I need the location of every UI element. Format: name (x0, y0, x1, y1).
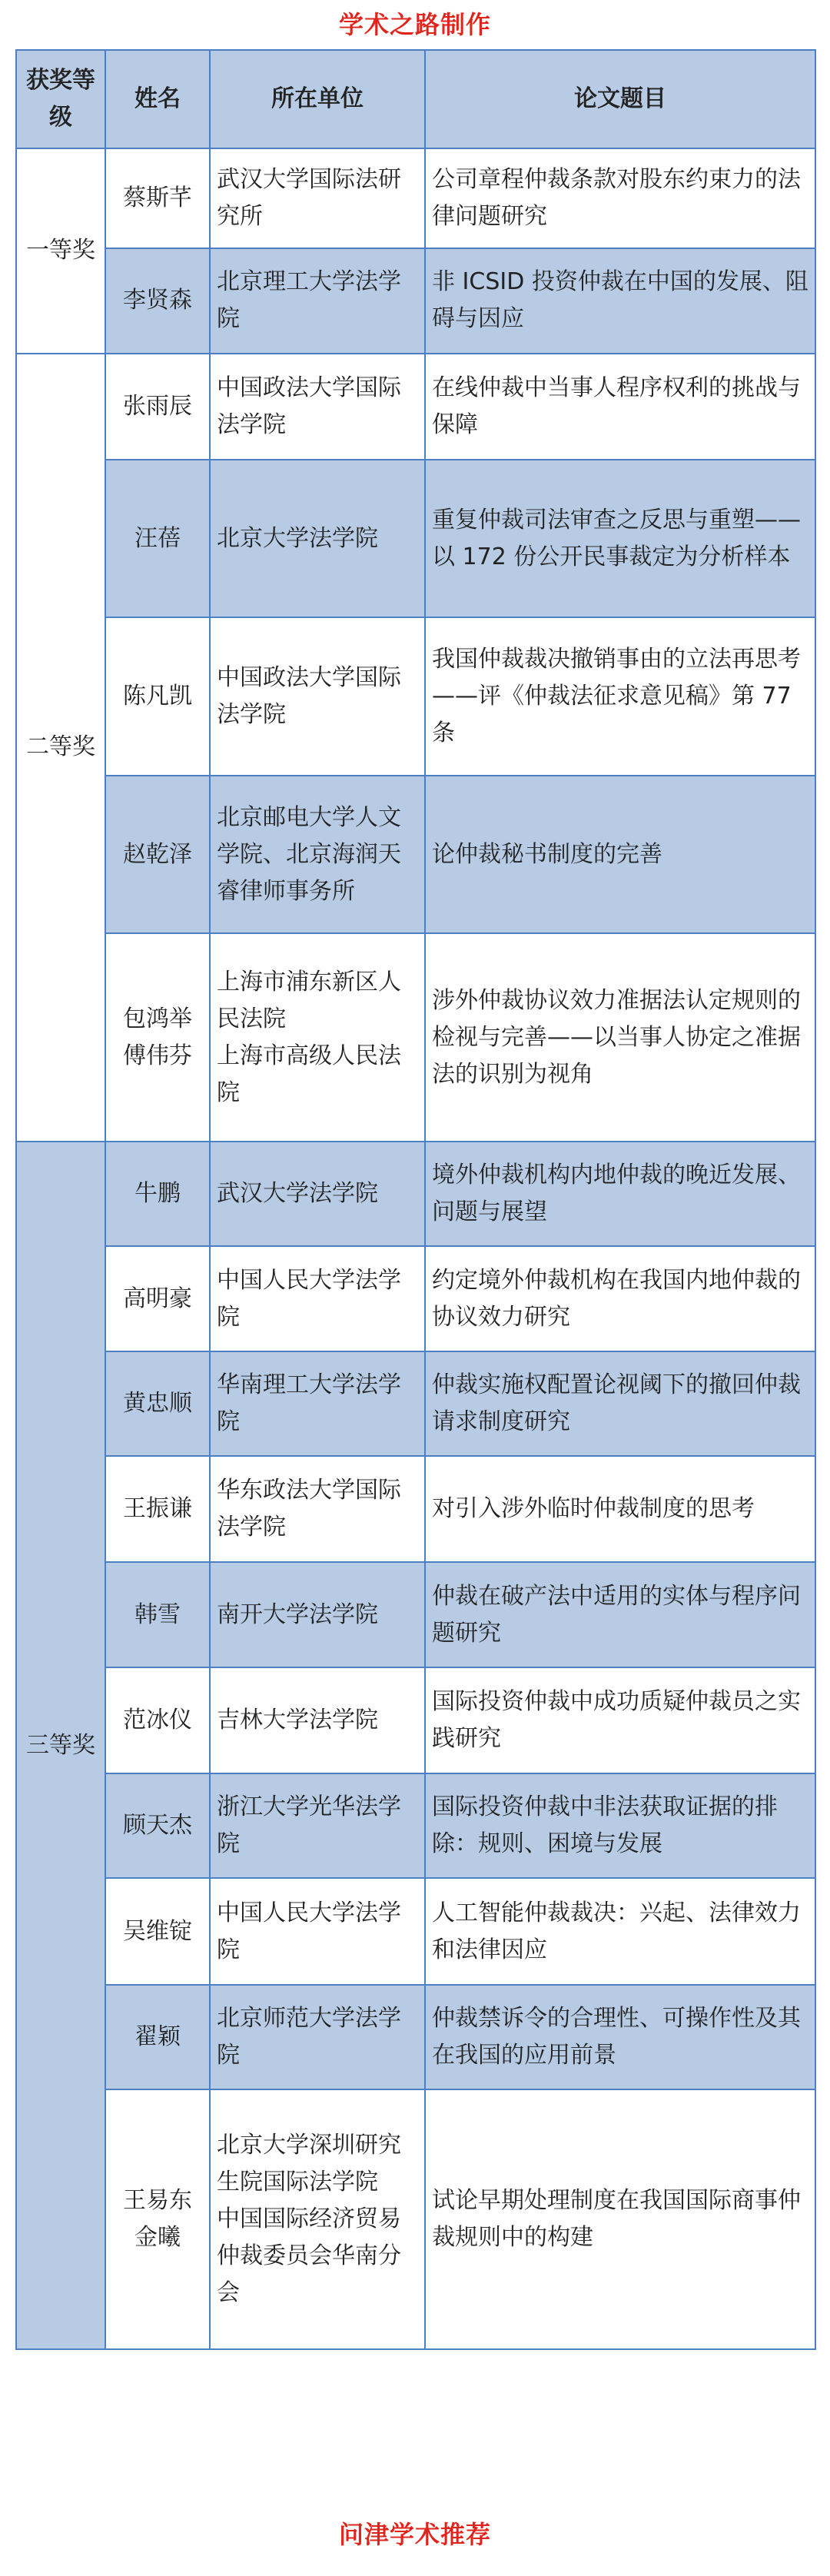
paper-title-cell: 仲裁实施权配置论视阈下的撤回仲裁请求制度研究 (425, 1351, 815, 1456)
unit-cell: 北京理工大学法学院 (210, 248, 425, 353)
name-cell: 吴维锭 (105, 1878, 210, 1984)
table-row (16, 1351, 815, 1456)
table-row (16, 2089, 815, 2349)
table-header-row (16, 50, 815, 148)
name-cell: 李贤森 (105, 248, 210, 353)
unit-cell: 中国人民大学法学院 (210, 1878, 425, 1984)
name-cell: 赵乾泽 (105, 776, 210, 934)
unit-cell: 南开大学法学院 (210, 1562, 425, 1667)
header-name: 姓名 (105, 50, 210, 148)
paper-title-cell: 非 ICSID 投资仲裁在中国的发展、阻碍与因应 (425, 248, 815, 353)
paper-title-cell: 我国仲裁裁决撤销事由的立法再思考——评《仲裁法征求意见稿》第 77 条 (425, 617, 815, 776)
name-cell: 王易东 金曦 (105, 2089, 210, 2349)
unit-cell: 华东政法大学国际法学院 (210, 1456, 425, 1562)
table-row (16, 248, 815, 353)
name-cell: 黄忠顺 (105, 1351, 210, 1456)
table-row (16, 1667, 815, 1773)
name-cell: 汪蓓 (105, 460, 210, 618)
award-level-cell: 二等奖 (16, 354, 105, 1142)
table-row (16, 776, 815, 934)
paper-title-cell: 重复仲裁司法审查之反思与重塑——以 172 份公开民事裁定为分析样本 (425, 460, 815, 618)
paper-title-cell: 约定境外仲裁机构在我国内地仲裁的协议效力研究 (425, 1246, 815, 1351)
unit-cell: 武汉大学法学院 (210, 1142, 425, 1246)
unit-cell: 上海市浦东新区人民法院 上海市高级人民法院 (210, 933, 425, 1142)
bottom-caption: 问津学术推荐 (338, 2520, 491, 2549)
name-cell: 张雨辰 (105, 354, 210, 460)
name-cell: 包鸿举 傅伟芬 (105, 933, 210, 1142)
unit-cell: 北京师范大学法学院 (210, 1985, 425, 2089)
table-row (16, 933, 815, 1142)
header-award-level: 获奖等级 (16, 50, 105, 148)
header-unit: 所在单位 (210, 50, 425, 148)
table-row (16, 1456, 815, 1562)
name-cell: 陈凡凯 (105, 617, 210, 776)
paper-title-cell: 论仲裁秘书制度的完善 (425, 776, 815, 934)
unit-cell: 中国政法大学国际法学院 (210, 617, 425, 776)
unit-cell: 中国人民大学法学院 (210, 1246, 425, 1351)
unit-cell: 武汉大学国际法研究所 (210, 148, 425, 248)
table-row (16, 354, 815, 460)
name-cell: 蔡斯芊 (105, 148, 210, 248)
unit-cell: 华南理工大学法学院 (210, 1351, 425, 1456)
name-cell: 王振谦 (105, 1456, 210, 1562)
unit-cell: 北京邮电大学人文学院、北京海润天睿律师事务所 (210, 776, 425, 934)
table-row (16, 1773, 815, 1878)
paper-title-cell: 国际投资仲裁中成功质疑仲裁员之实践研究 (425, 1667, 815, 1773)
name-cell: 牛鹏 (105, 1142, 210, 1246)
paper-title-cell: 境外仲裁机构内地仲裁的晚近发展、问题与展望 (425, 1142, 815, 1246)
paper-title-cell: 公司章程仲裁条款对股东约束力的法律问题研究 (425, 148, 815, 248)
paper-title-cell: 在线仲裁中当事人程序权利的挑战与保障 (425, 354, 815, 460)
award-level-cell: 三等奖 (16, 1142, 105, 2349)
unit-cell: 北京大学深圳研究生院国际法学院 中国国际经济贸易仲裁委员会华南分会 (210, 2089, 425, 2349)
table-row (16, 1878, 815, 1984)
header-paper-title: 论文题目 (425, 50, 815, 148)
table-row (16, 148, 815, 248)
name-cell: 高明豪 (105, 1246, 210, 1351)
paper-title-cell: 对引入涉外临时仲裁制度的思考 (425, 1456, 815, 1562)
table-row (16, 1985, 815, 2089)
name-cell: 范冰仪 (105, 1667, 210, 1773)
table-row (16, 1142, 815, 1246)
top-caption: 学术之路制作 (338, 10, 491, 39)
name-cell: 顾天杰 (105, 1773, 210, 1878)
table-row (16, 460, 815, 618)
name-cell: 翟颖 (105, 1985, 210, 2089)
paper-title-cell: 国际投资仲裁中非法获取证据的排除：规则、困境与发展 (425, 1773, 815, 1878)
paper-title-cell: 仲裁在破产法中适用的实体与程序问题研究 (425, 1562, 815, 1667)
award-level-cell: 一等奖 (16, 148, 105, 354)
unit-cell: 中国政法大学国际法学院 (210, 354, 425, 460)
table-row (16, 1562, 815, 1667)
paper-title-cell: 人工智能仲裁裁决：兴起、法律效力和法律因应 (425, 1878, 815, 1984)
awards-body (16, 148, 815, 2349)
unit-cell: 浙江大学光华法学院 (210, 1773, 425, 1878)
paper-title-cell: 仲裁禁诉令的合理性、可操作性及其在我国的应用前景 (425, 1985, 815, 2089)
name-cell: 韩雪 (105, 1562, 210, 1667)
unit-cell: 吉林大学法学院 (210, 1667, 425, 1773)
table-row (16, 1246, 815, 1351)
paper-title-cell: 试论早期处理制度在我国国际商事仲裁规则中的构建 (425, 2089, 815, 2349)
paper-title-cell: 涉外仲裁协议效力准据法认定规则的检视与完善——以当事人协定之准据法的识别为视角 (425, 933, 815, 1142)
awards-table (15, 49, 816, 2350)
unit-cell: 北京大学法学院 (210, 460, 425, 618)
table-row (16, 617, 815, 776)
